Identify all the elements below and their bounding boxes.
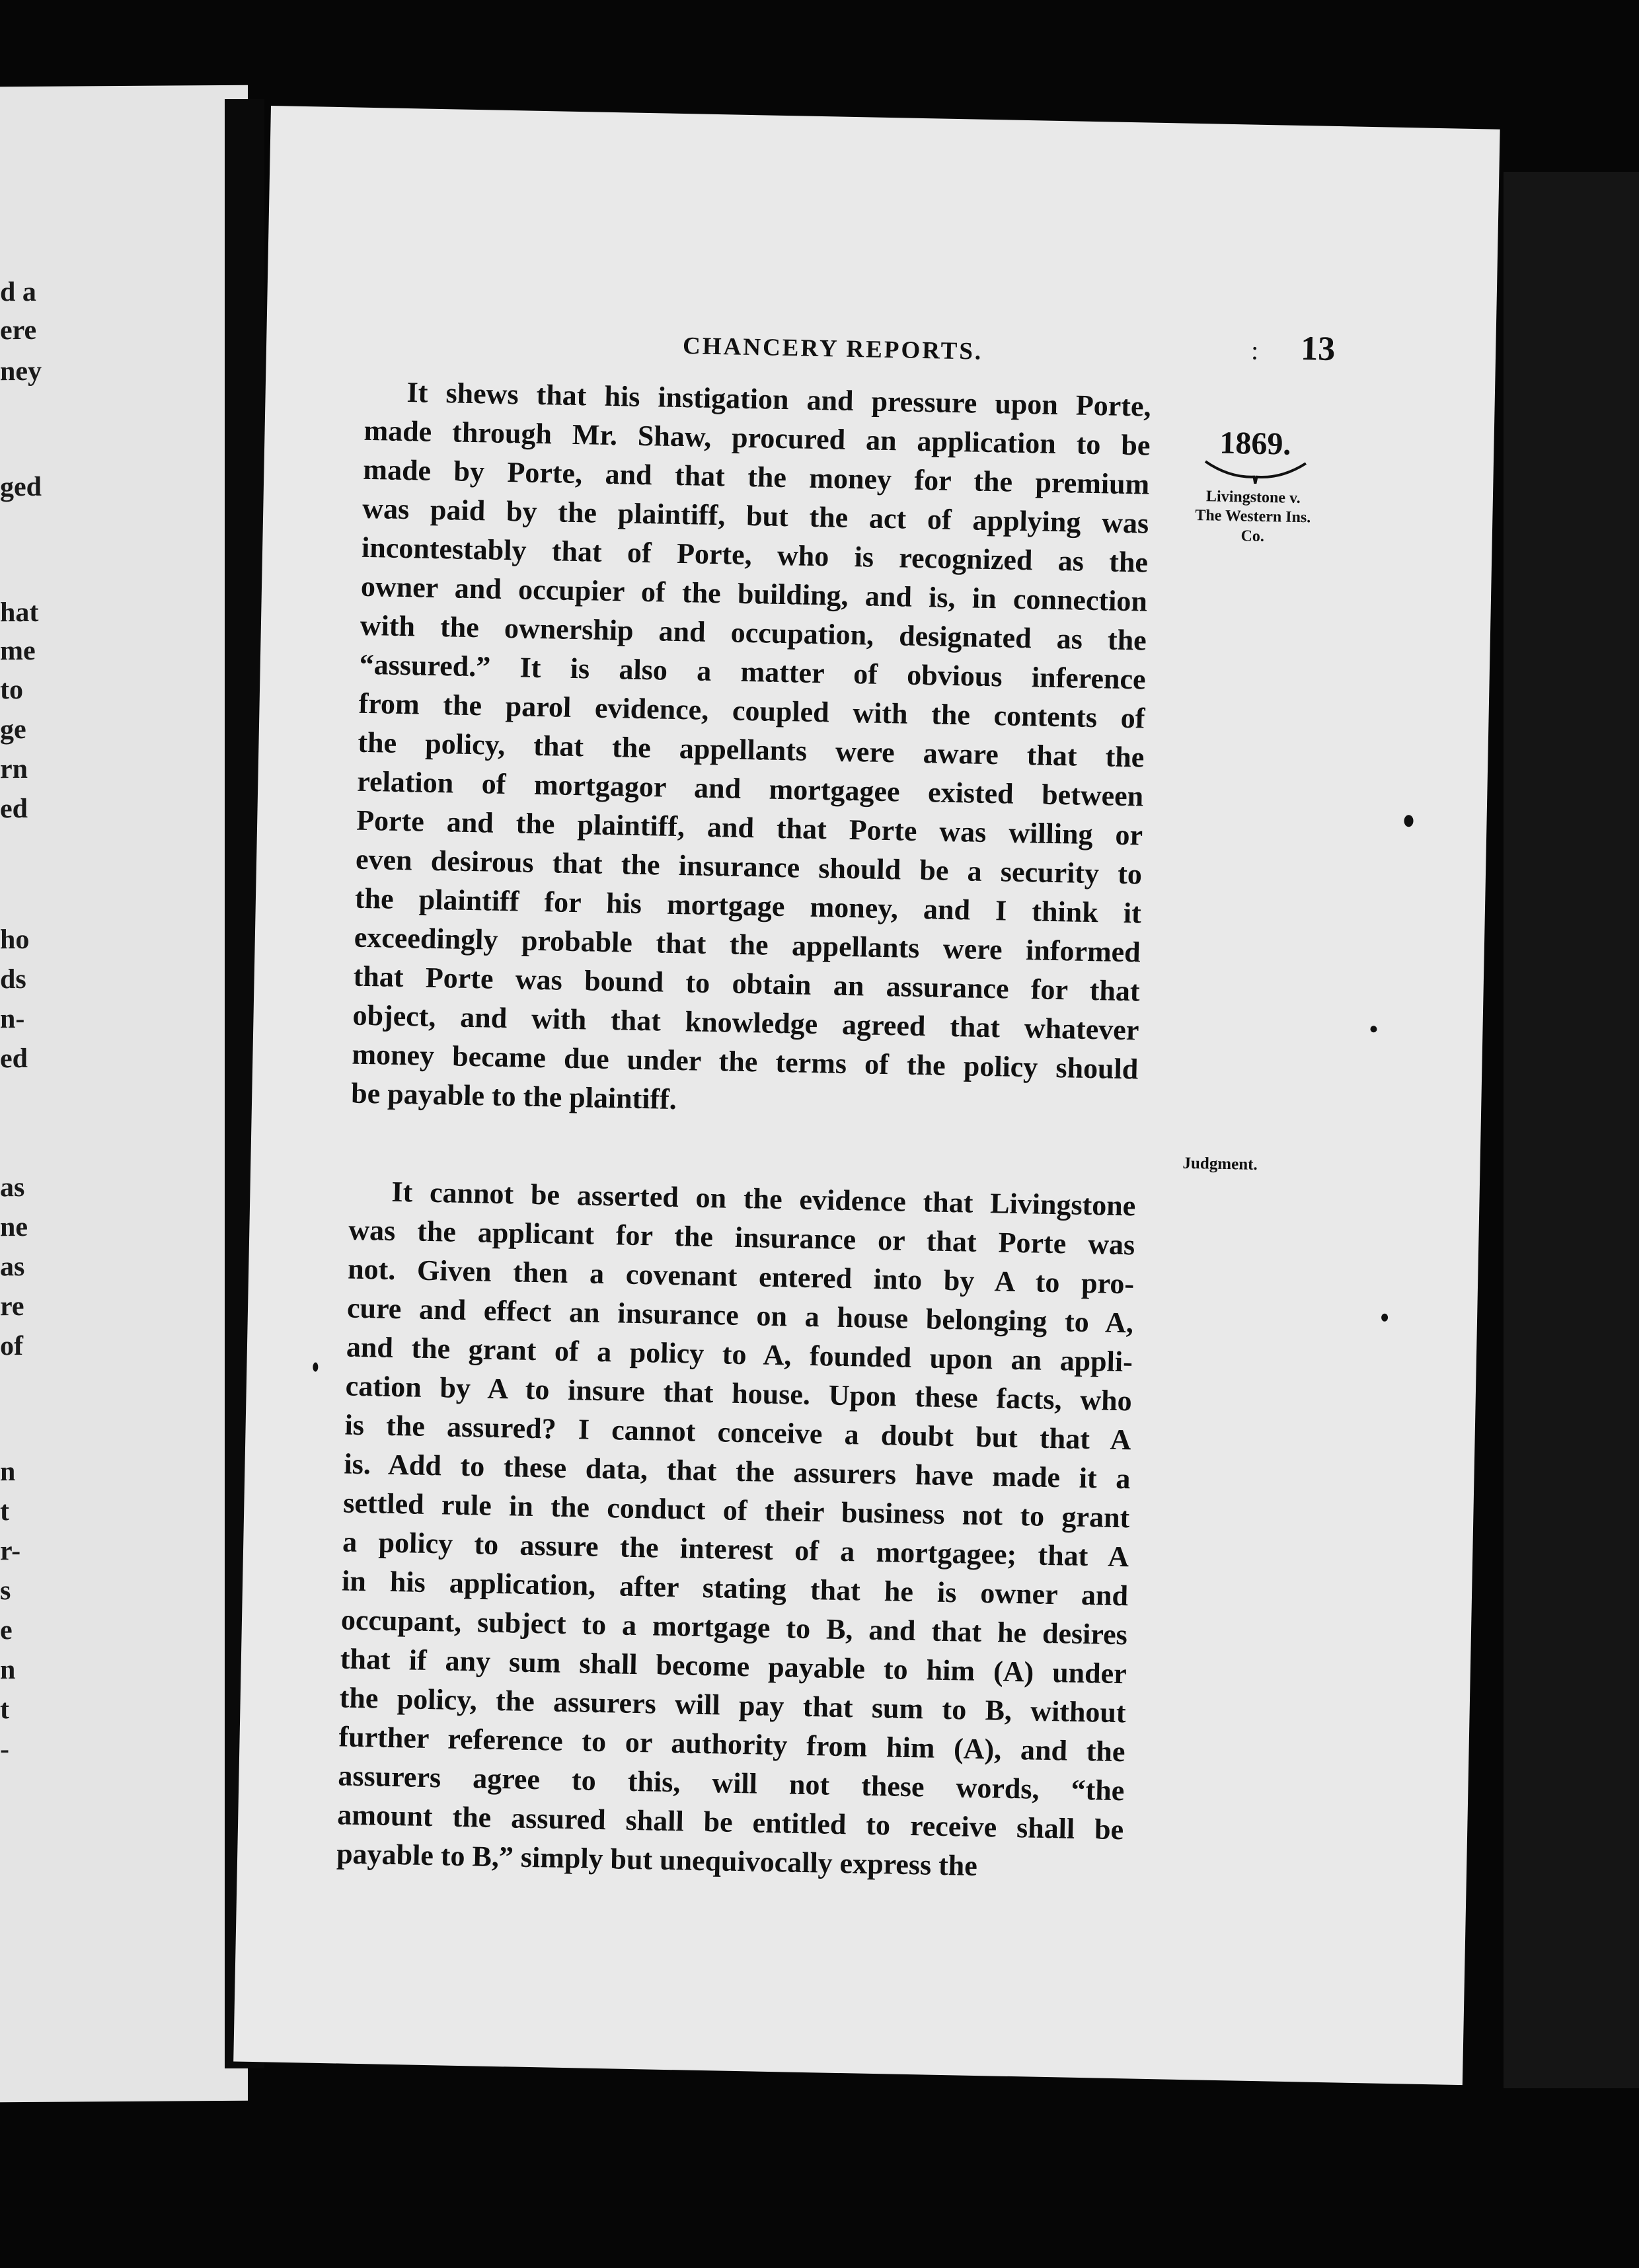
ink-speck — [313, 1363, 318, 1372]
left-page-text-fragment: ge — [0, 714, 26, 745]
text-line: the policy, that the appellants were aware that the — [358, 726, 1145, 774]
text-line: made through Mr. Shaw, procured an application to be — [363, 414, 1151, 462]
text-line: and the grant of a policy to A, founded upon an appli- — [346, 1330, 1133, 1379]
left-page-text-fragment: ged — [0, 471, 42, 503]
left-page-text-fragment: of — [0, 1331, 23, 1362]
left-page-text-fragment: ed — [0, 1043, 28, 1075]
text-line: is the assured? I cannot conceive a doubt but that A — [344, 1408, 1131, 1456]
text-line: relation of mortgagor and mortgagee existed between — [356, 765, 1144, 813]
page-number: 13 — [1300, 329, 1336, 368]
book-page — [233, 106, 1500, 2085]
text-line: in his application, after stating that he is owner and — [341, 1564, 1129, 1612]
left-page-text-fragment: as — [0, 1252, 25, 1283]
left-page-text-fragment: ere — [0, 315, 37, 346]
left-page-text-fragment: r- — [0, 1536, 21, 1567]
margin-section-label: Judgment. — [1182, 1154, 1258, 1174]
text-line: “assured.” It is also a matter of obvious inference — [359, 648, 1147, 696]
left-page-text-fragment: e — [0, 1615, 13, 1646]
text-line: a policy to assure the interest of a mortgagee; that A — [342, 1525, 1129, 1573]
body-paragraph — [336, 1172, 1136, 1889]
left-page-text-fragment: re — [0, 1291, 24, 1322]
text-line: be payable to the plaintiff. — [350, 1077, 677, 1116]
text-line: that Porte was bound to obtain an assurance for that — [353, 960, 1140, 1008]
text-line: not. Given then a covenant entered into by A to pro- — [347, 1252, 1135, 1301]
text-line: was the applicant for the insurance or that Porte was — [348, 1213, 1135, 1262]
left-page-text-fragment: as — [0, 1172, 25, 1203]
text-line: amount the assured shall be entitled to receive shall be — [336, 1798, 1124, 1846]
ink-speck — [1381, 1314, 1388, 1322]
left-page-text-fragment: ho — [0, 924, 30, 956]
left-page-text-fragment: n- — [0, 1004, 25, 1035]
left-page-text-fragment: to — [0, 675, 23, 706]
text-line: It shews that his instigation and pressure upon Porte, — [406, 376, 1151, 423]
left-page-text-fragment: - — [0, 1734, 9, 1765]
text-line: occupant, subject to a mortgage to B, and that he desires — [340, 1603, 1128, 1651]
text-line: object, and with that knowledge agreed that whatever — [352, 999, 1139, 1047]
ink-speck — [1404, 815, 1413, 827]
text-line: incontestably that of Porte, who is recognized as the — [361, 531, 1149, 579]
left-page-text-fragment: t — [0, 1694, 9, 1725]
text-line: owner and occupier of the building, and is, in connection — [360, 570, 1148, 618]
left-page-text-fragment: d a — [0, 276, 36, 308]
brace-icon — [1202, 457, 1309, 486]
text-line: payable to B,” simply but unequivocally express the — [336, 1837, 978, 1883]
left-page-text-fragment: ds — [0, 964, 26, 995]
text-line: exceedingly probable that the appellants were informed — [354, 921, 1141, 969]
running-head-mark: : — [1250, 335, 1259, 365]
left-page-text-fragment: rn — [0, 754, 28, 785]
left-page-text-fragment: me — [0, 635, 36, 667]
text-line: money became due under the terms of the policy should — [352, 1038, 1139, 1086]
margin-year: 1869. — [1219, 425, 1291, 462]
left-page-text-fragment: hat — [0, 597, 39, 628]
page-edge-shadow — [1504, 172, 1639, 2088]
text-line: assurers agree to this, will not these words, “the — [338, 1759, 1125, 1807]
ink-speck — [1370, 1026, 1377, 1032]
text-line: cure and effect an insurance on a house belonging to A, — [346, 1291, 1134, 1340]
left-page-text-fragment: s — [0, 1575, 11, 1606]
text-line: was paid by the plaintiff, but the act of applying was — [362, 492, 1149, 540]
text-line: is. Add to these data, that the assurers have made it a — [344, 1447, 1131, 1495]
text-line: from the parol evidence, coupled with the contents of — [358, 687, 1145, 735]
text-line: further reference to or authority from him (A), and the — [338, 1720, 1125, 1768]
text-line: cation by A to insure that house. Upon these facts, who — [345, 1369, 1133, 1418]
text-line: made by Porte, and that the money for the premium — [362, 453, 1150, 501]
text-line: Porte and the plaintiff, and that Porte was willing or — [356, 804, 1143, 852]
text-line: that if any sum shall become payable to him (A) under — [340, 1642, 1127, 1690]
text-line: settled rule in the conduct of their business not to grant — [342, 1486, 1130, 1534]
text-line: the plaintiff for his mortgage money, and I think it — [354, 882, 1142, 930]
text-line: the policy, the assurers will pay that sum to B, without — [339, 1681, 1127, 1729]
body-paragraph — [351, 372, 1151, 1128]
left-page-text-fragment: t — [0, 1496, 9, 1527]
margin-case-name: Livingstone v. The Western Ins. Co. — [1195, 488, 1311, 545]
left-page-text-fragment: ne — [0, 1212, 28, 1243]
left-page-text-fragment: n — [0, 1456, 16, 1488]
text-line: even desirous that the insurance should be a security to — [355, 843, 1143, 891]
left-page-text-fragment: ney — [0, 356, 42, 387]
running-head: CHANCERY REPORTS. — [682, 332, 983, 365]
left-page-text-fragment: n — [0, 1655, 16, 1686]
left-page-text-fragment: ed — [0, 794, 28, 825]
text-line: with the ownership and occupation, designated as the — [360, 609, 1147, 657]
previous-page-fragment — [0, 85, 248, 2103]
text-line: It cannot be asserted on the evidence that Livingstone — [391, 1175, 1136, 1223]
